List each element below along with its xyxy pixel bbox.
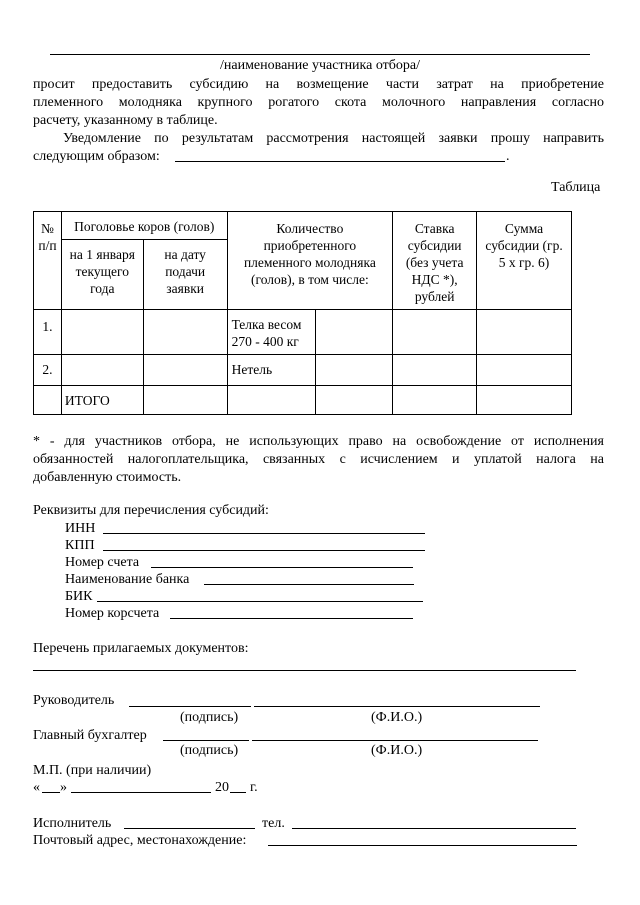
inn-label: ИНН	[65, 521, 96, 536]
head-signature-caption: (подпись)	[180, 710, 239, 725]
chief-signature-field[interactable]	[163, 740, 249, 741]
account-field[interactable]	[151, 567, 413, 568]
row-1-jan1-cell[interactable]	[61, 310, 143, 355]
row-1-item-text: Телка весом 270 - 400 кг	[231, 317, 302, 349]
postal-field[interactable]	[268, 845, 577, 846]
phone-label: тел.	[262, 816, 285, 831]
row-2-item	[227, 355, 316, 386]
header-num-text: № п/п	[38, 221, 57, 253]
table-caption: Таблица	[551, 180, 601, 195]
header-herd-text: Поголовье коров (голов)	[74, 219, 215, 234]
footnote-line-1: * - для участников отбора, не использующих право на освобождение от исполнения	[33, 434, 604, 449]
date-year-field[interactable]	[230, 792, 246, 793]
header-jan1-text: на 1 января текущего года	[69, 247, 135, 296]
bik-label: БИК	[65, 589, 93, 604]
row-1-rate-cell[interactable]	[393, 310, 477, 355]
total-rate-cell[interactable]	[393, 386, 477, 415]
bank-label: Наименование банка	[65, 572, 190, 587]
chief-accountant-label: Главный бухгалтер	[33, 728, 147, 743]
footnote-line-2: обязанностей налогоплательщика, связанных с исчислением и уплатой налога на	[33, 452, 604, 467]
total-app-date-cell[interactable]	[143, 386, 227, 415]
corr-account-label: Номер корсчета	[65, 606, 160, 621]
notice-line-2: следующим образом:	[33, 149, 160, 164]
total-num-cell	[34, 386, 62, 415]
header-rate-text: Ставка субсидии (без учета НДС *), рублей	[405, 221, 464, 304]
total-item-cell[interactable]	[227, 386, 316, 415]
row-2-item-text: Нетель	[231, 362, 273, 377]
total-sum-cell[interactable]	[477, 386, 572, 415]
subsidy-table	[33, 211, 572, 415]
head-label: Руководитель	[33, 693, 115, 708]
row-2-quantity-cell[interactable]	[316, 355, 393, 386]
notice-line-1: Уведомление по результатам рассмотрения настоящей заявки прошу направить	[63, 131, 604, 146]
postal-label: Почтовый адрес, местонахождение:	[33, 833, 247, 848]
notice-end: .	[506, 149, 510, 164]
row-1-num	[34, 310, 62, 355]
row-2-jan1-cell[interactable]	[61, 355, 143, 386]
phone-field[interactable]	[292, 828, 576, 829]
row-1-sum-cell[interactable]	[477, 310, 572, 355]
date-close-quote: »	[60, 780, 67, 795]
corr-account-field[interactable]	[170, 618, 413, 619]
row-2-num-text: 2.	[42, 362, 53, 377]
header-app-date	[143, 240, 227, 310]
header-sum-text: Сумма субсидии (гр. 5 х гр. 6)	[485, 221, 563, 270]
table-row	[34, 310, 572, 355]
date-day-field[interactable]	[42, 792, 60, 793]
documents-title: Перечень прилагаемых документов:	[33, 641, 249, 656]
chief-name-caption: (Ф.И.О.)	[371, 743, 423, 758]
bank-field[interactable]	[204, 584, 414, 585]
total-label-text: ИТОГО	[64, 393, 110, 408]
requisites-title: Реквизиты для перечисления субсидий:	[33, 503, 269, 518]
head-name-field[interactable]	[254, 706, 540, 707]
executor-label: Исполнитель	[33, 816, 112, 831]
row-1-item	[227, 310, 316, 355]
header-num	[34, 212, 62, 310]
documents-field[interactable]	[33, 670, 576, 671]
row-2-app-date-cell[interactable]	[143, 355, 227, 386]
head-name-caption: (Ф.И.О.)	[371, 710, 423, 725]
kpp-field[interactable]	[103, 550, 425, 551]
table-row-total	[34, 386, 572, 415]
participant-name-line[interactable]	[50, 54, 590, 55]
header-rate	[393, 212, 477, 310]
row-2-num	[34, 355, 62, 386]
table-row	[34, 355, 572, 386]
header-herd	[61, 212, 227, 240]
request-line-3: расчету, указанному в таблице.	[33, 113, 218, 128]
stamp-label: М.П. (при наличии)	[33, 763, 152, 778]
participant-caption: /наименование участника отбора/	[219, 58, 421, 73]
header-jan1	[61, 240, 143, 310]
header-quantity-text: Количество приобретенного племенного молодняка (голов), в том числе:	[243, 221, 376, 287]
executor-field[interactable]	[124, 828, 255, 829]
header-app-date-text: на дату подачи заявки	[164, 247, 206, 296]
request-line-2: племенного молодняка крупного рогатого скота молочного направления согласно	[33, 95, 604, 110]
bik-field[interactable]	[97, 601, 423, 602]
row-1-quantity-cell[interactable]	[316, 310, 393, 355]
notice-method-field[interactable]	[175, 161, 505, 162]
account-label: Номер счета	[65, 555, 140, 570]
header-quantity	[227, 212, 393, 310]
kpp-label: КПП	[65, 538, 95, 553]
head-signature-field[interactable]	[129, 706, 251, 707]
date-month-field[interactable]	[71, 792, 211, 793]
footnote-line-3: добавленную стоимость.	[33, 470, 182, 485]
row-2-sum-cell[interactable]	[477, 355, 572, 386]
row-2-rate-cell[interactable]	[393, 355, 477, 386]
header-sum	[477, 212, 572, 310]
row-1-num-text: 1.	[42, 319, 53, 334]
chief-name-field[interactable]	[252, 740, 538, 741]
total-quantity-cell[interactable]	[316, 386, 393, 415]
request-line-1: просит предоставить субсидию на возмещение части затрат на приобретение	[33, 77, 604, 92]
date-year-suffix: г.	[250, 780, 258, 795]
chief-signature-caption: (подпись)	[180, 743, 239, 758]
inn-field[interactable]	[103, 533, 425, 534]
total-label	[61, 386, 143, 415]
date-year-prefix: 20	[215, 780, 229, 795]
row-1-app-date-cell[interactable]	[143, 310, 227, 355]
date-open-quote: «	[33, 780, 40, 795]
